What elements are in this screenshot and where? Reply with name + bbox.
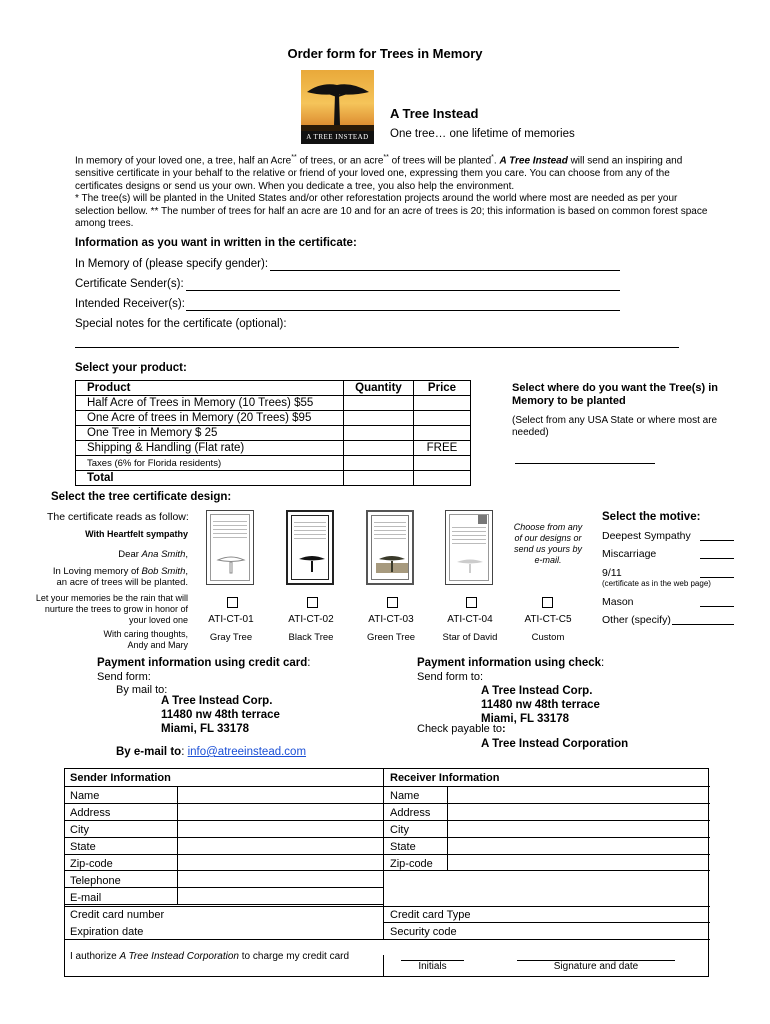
choose-design-note: Choose from any of our designs or send us yours by e-mail. xyxy=(513,522,583,565)
tagline: One tree… one lifetime of memories xyxy=(390,128,575,140)
table-row xyxy=(76,396,471,411)
col-price: Price xyxy=(414,381,471,396)
tree-logo xyxy=(301,70,374,144)
acacia-tree-icon xyxy=(301,70,374,131)
check-payable-name: A Tree Instead Corporation xyxy=(481,738,629,750)
design-checkbox-01[interactable] xyxy=(227,597,238,608)
send-form-label: Send form: xyxy=(97,671,151,683)
rain-text: Let your memories be the rain that will nurture the trees to grow in honor of your loved one xyxy=(35,593,188,625)
design-code: ATI-CT-02 xyxy=(288,614,334,625)
design-name: Gray Tree xyxy=(209,632,253,643)
design-checkbox-03[interactable] xyxy=(387,597,398,608)
col-quantity: Quantity xyxy=(344,381,414,396)
table-row xyxy=(76,456,471,471)
design-checkbox-c5[interactable] xyxy=(542,597,553,608)
price-cell xyxy=(414,411,471,426)
price-cell: FREE xyxy=(414,441,471,456)
sender-field-label: E-mail xyxy=(70,892,102,904)
table-row xyxy=(76,441,471,456)
motive-option[interactable]: Deepest Sympathy xyxy=(602,530,734,542)
product-name: One Tree in Memory $ 25 xyxy=(76,426,344,441)
motive-option[interactable]: 9/11 xyxy=(602,567,734,579)
card-payment-heading: Payment information using credit card: xyxy=(97,657,311,669)
design-code: ATI-CT-03 xyxy=(368,614,414,625)
star-of-david-icon xyxy=(478,515,487,524)
certificate-info-heading: Information as you want in written in the certificate: xyxy=(75,237,357,249)
sender-field-label: State xyxy=(70,841,96,853)
sender-field-label: Zip-code xyxy=(70,858,113,870)
design-name: Star of David xyxy=(442,632,498,643)
email-line: By e-mail to: info@atreeinstead.com xyxy=(116,746,307,758)
quantity-cell[interactable] xyxy=(344,426,414,441)
design-name: Custom xyxy=(531,632,565,643)
mail-address: A Tree Instead Corp. 11480 nw 48th terrace Miami, FL 33178 xyxy=(161,695,280,735)
design-name: Green Tree xyxy=(366,632,416,643)
location-note: (Select from any USA State or where most are needed) xyxy=(512,415,718,438)
design-code: ATI-CT-04 xyxy=(447,614,493,625)
check-mail-address: A Tree Instead Corp. 11480 nw 48th terrace Miami, FL 33178 xyxy=(481,685,600,725)
product-name: Half Acre of Trees in Memory (10 Trees) $55 xyxy=(76,396,344,411)
in-memory-field[interactable] xyxy=(270,270,620,271)
motive-option[interactable]: Mason xyxy=(602,596,734,608)
design-checkbox-04[interactable] xyxy=(466,597,477,608)
loving-memory-text: In Loving memory of Bob Smith, an acre of trees will be planted. xyxy=(52,566,188,588)
sender-field-label: Address xyxy=(70,807,111,819)
caring-text: With caring thoughts, Andy and Mary xyxy=(103,629,188,650)
org-name: A Tree Instead xyxy=(390,106,479,121)
notes-field[interactable] xyxy=(75,347,679,348)
price-cell xyxy=(414,426,471,441)
send-form-to-label: Send form to: xyxy=(417,671,484,683)
check-payable-label: Check payable to: xyxy=(417,723,506,735)
info-grid xyxy=(64,768,709,977)
sender-field[interactable] xyxy=(186,290,620,291)
sender-label: Certificate Sender(s): xyxy=(75,278,184,290)
receiver-heading: Receiver Information xyxy=(390,772,500,784)
sender-field-label: Name xyxy=(70,790,100,802)
gray-tree-icon xyxy=(215,554,247,574)
motive-heading: Select the motive: xyxy=(602,511,701,523)
quantity-cell[interactable] xyxy=(344,411,414,426)
receiver-field-label: City xyxy=(390,824,409,836)
sender-field-label: Telephone xyxy=(70,875,121,887)
black-tree-icon xyxy=(296,553,328,573)
quantity-cell[interactable] xyxy=(344,396,414,411)
pale-tree-icon xyxy=(454,554,486,574)
total-label: Total xyxy=(76,471,344,486)
card-type-label: Credit card Type xyxy=(390,909,471,921)
col-product: Product xyxy=(76,381,344,396)
notes-label: Special notes for the certificate (optional): xyxy=(75,318,287,330)
motive-option[interactable]: Other (specify) xyxy=(602,614,734,626)
total-quantity-cell[interactable] xyxy=(344,471,414,486)
certificate-thumb-black[interactable] xyxy=(286,510,334,585)
product-heading: Select your product: xyxy=(75,362,187,374)
certificate-thumb-green[interactable] xyxy=(366,510,414,585)
certificate-thumb-gray[interactable] xyxy=(206,510,254,585)
email-link[interactable]: info@atreeinstead.com xyxy=(187,746,307,758)
location-heading: Select where do you want the Tree(s) in Memory to be planted xyxy=(512,382,718,407)
design-heading: Select the tree certificate design: xyxy=(51,491,232,503)
total-price-cell[interactable] xyxy=(414,471,471,486)
reads-as-label: The certificate reads as follow: xyxy=(47,511,189,523)
check-payment-heading: Payment information using check: xyxy=(417,657,605,669)
quantity-cell[interactable] xyxy=(344,456,414,471)
table-row xyxy=(76,411,471,426)
logo-caption: A TREE INSTEAD xyxy=(301,131,374,144)
product-name: Taxes (6% for Florida residents) xyxy=(76,456,344,471)
receiver-label: Intended Receiver(s): xyxy=(75,298,185,310)
table-row xyxy=(76,426,471,441)
product-name: One Acre of trees in Memory (20 Trees) $95 xyxy=(76,411,344,426)
receiver-field-label: State xyxy=(390,841,416,853)
sender-heading: Sender Information xyxy=(70,772,171,784)
signature-label: Signature and date xyxy=(553,961,639,972)
dear-text: Dear Ana Smith, xyxy=(118,549,188,560)
sender-field-label: Credit card number xyxy=(70,909,165,921)
green-tree-icon xyxy=(376,553,408,573)
security-code-label: Security code xyxy=(390,926,457,938)
receiver-field-label: Address xyxy=(390,807,431,819)
product-table xyxy=(75,380,471,486)
form-title: Order form for Trees in Memory xyxy=(287,46,483,61)
heartfelt-text: With Heartfelt sympathy xyxy=(85,529,188,539)
product-name: Shipping & Handling (Flat rate) xyxy=(76,441,344,456)
receiver-field-label: Name xyxy=(390,790,420,802)
design-code: ATI-CT-01 xyxy=(208,614,254,625)
certificate-thumb-star-of-david[interactable] xyxy=(445,510,493,585)
price-cell xyxy=(414,456,471,471)
total-row xyxy=(76,471,471,486)
motive-note: (certificate as in the web page) xyxy=(602,579,711,588)
design-name: Black Tree xyxy=(288,632,334,643)
by-mail-label: By mail to: xyxy=(116,684,168,696)
price-cell xyxy=(414,396,471,411)
receiver-field-label: Zip-code xyxy=(390,858,433,870)
location-field[interactable] xyxy=(515,463,655,464)
in-memory-label: In Memory of (please specify gender): xyxy=(75,258,269,270)
motive-option[interactable]: Miscarriage xyxy=(602,548,734,560)
design-checkbox-02[interactable] xyxy=(307,597,318,608)
authorize-text: I authorize A Tree Instead Corporation to charge my credit card xyxy=(70,951,350,962)
sender-field-label: City xyxy=(70,824,89,836)
receiver-field[interactable] xyxy=(186,310,620,311)
design-code: ATI-CT-C5 xyxy=(524,614,572,625)
quantity-cell[interactable] xyxy=(344,441,414,456)
initials-label: Initials xyxy=(418,961,447,972)
sender-field-label: Expiration date xyxy=(70,926,144,938)
intro-text: In memory of your loved one, a tree, half an Acre** of trees, or an acre** of trees will be planted*. A Tree Instead will send an inspiring and sensitive certificate in your behalf to the relative or friend of your loved one, expressing them you care. You can choose from any of the certificates designs or send us your own. When you dedicate a tree, you also help the environment. * The tree(s) will be planted in the United States and/or other reforestation projects around the world where most are needed as per your selection bellow. ** The number of trees for half an acre are 10 and for an acre of trees is 20; this information is based on common forest space among trees. xyxy=(75,154,708,230)
